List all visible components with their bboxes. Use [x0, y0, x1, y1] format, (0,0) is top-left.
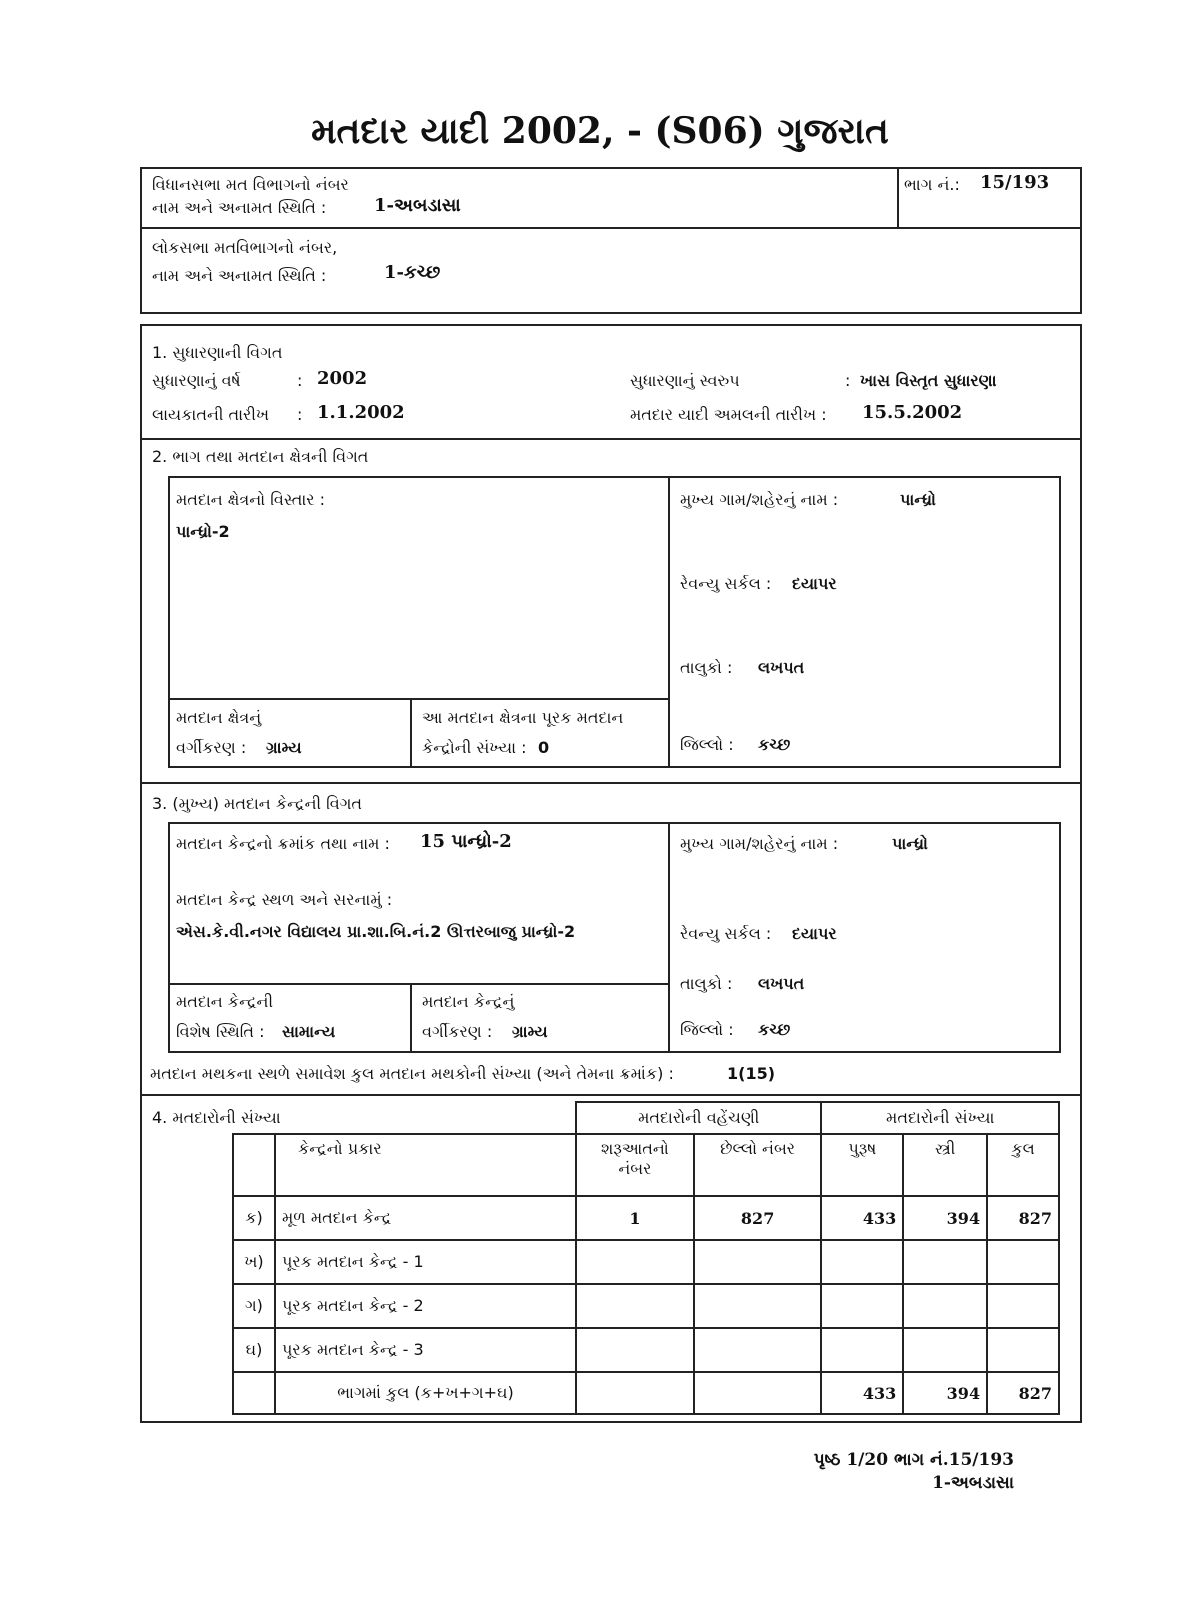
- row-code: ઘ): [233, 1328, 275, 1372]
- qualifying-date-value: 1.1.2002: [317, 402, 405, 423]
- row-female: 394: [903, 1196, 987, 1240]
- total-stations-value: 1(15): [727, 1064, 776, 1083]
- loksabha-label: લોકસભા મતવિભાગનો નંબર,: [152, 238, 338, 257]
- row-type: પૂરક મતદાન કેન્દ્ર - 3: [275, 1328, 576, 1372]
- station-label: મતદાન કેન્દ્રનો ક્રમાંક તથા નામ :: [176, 834, 390, 853]
- row-male: [821, 1240, 903, 1284]
- row-male: [821, 1328, 903, 1372]
- row-start: [576, 1240, 694, 1284]
- divider: [142, 227, 1080, 229]
- divider: [410, 698, 412, 766]
- table-row: [233, 1240, 1059, 1284]
- col-header-end: છેલ્લો નંબર: [694, 1134, 822, 1196]
- special-status-label-2: વિશેષ સ્થિતિ :: [176, 1022, 265, 1041]
- row-code: ગ): [233, 1284, 275, 1328]
- total-row-label: ભાગમાં કુલ (ક+ખ+ગ+ઘ): [275, 1372, 576, 1414]
- row-type: મૂળ મતદાન કેન્દ્ર: [275, 1196, 576, 1240]
- district-value: કચ્છ: [758, 735, 791, 754]
- row-female: [903, 1240, 987, 1284]
- col-header-total: કુલ: [987, 1134, 1059, 1196]
- voters-count-table: [232, 1101, 1060, 1415]
- table-row: [233, 1196, 1059, 1240]
- part-label: ભાગ નં.:: [904, 175, 960, 194]
- station-class-label: મતદાન કેન્દ્રનું: [422, 992, 515, 1011]
- col-header-female: સ્ત્રી: [903, 1134, 987, 1196]
- row-code: ખ): [233, 1240, 275, 1284]
- revenue-circle-value: દયાપર: [792, 924, 837, 943]
- row-type: પૂરક મતદાન કેન્દ્ર - 2: [275, 1284, 576, 1328]
- polling-area-box: [168, 476, 1061, 768]
- row-end: 827: [694, 1196, 822, 1240]
- row-start: [576, 1328, 694, 1372]
- row-start: [576, 1284, 694, 1328]
- row-end: [694, 1284, 822, 1328]
- part-value: 15/193: [980, 172, 1050, 193]
- col-header-start: શરૂઆતનો નંબર: [576, 1134, 694, 1196]
- area-class-label-2: વર્ગીકરણ :: [176, 738, 247, 757]
- col-header-type: કેન્દ્રનો પ્રકાર: [275, 1134, 576, 1196]
- row-end: [694, 1240, 822, 1284]
- total-row: [233, 1372, 1059, 1414]
- row-code: ક): [233, 1196, 275, 1240]
- distribution-group-header: મતદારોની વહેંચણી: [576, 1102, 821, 1134]
- station-value: 15 પાન્ધ્રો-2: [420, 831, 512, 852]
- blank-cell: [233, 1134, 275, 1196]
- revenue-circle-label: રેવન્યુ સર્કલ :: [680, 574, 772, 593]
- revenue-circle-label: રેવન્યુ સર્કલ :: [680, 924, 772, 943]
- assembly-label-2: નામ અને અનામત સ્થિતિ :: [152, 198, 327, 217]
- blank-cell: [233, 1372, 275, 1414]
- divider: [142, 438, 1080, 440]
- total-stations-label: મતદાન મથકના સ્થળે સમાવેશ કુલ મતદાન મથકોની સંખ્યા (અને તેમના ક્રમાંક) :: [150, 1064, 674, 1083]
- total-male: 433: [821, 1372, 903, 1414]
- revision-year-label: સુધારણાનું વર્ષ: [152, 371, 241, 390]
- taluka-label: તાલુકો :: [680, 658, 733, 677]
- loksabha-label-2: નામ અને અનામત સ્થિતિ :: [152, 266, 327, 285]
- row-female: [903, 1284, 987, 1328]
- divider: [668, 824, 670, 1051]
- blank-cell: [576, 1372, 694, 1414]
- main-village-label: મુખ્ય ગામ/શહેરનું નામ :: [680, 490, 839, 509]
- address-label: મતદાન કેન્દ્ર સ્થળ અને સરનામું :: [176, 890, 393, 909]
- divider: [142, 1094, 1080, 1096]
- footer-constituency: 1-અબડાસા: [932, 1473, 1014, 1493]
- table-row: [233, 1284, 1059, 1328]
- row-end: [694, 1328, 822, 1372]
- row-total: 827: [987, 1196, 1059, 1240]
- constituency-header-box: [140, 167, 1082, 314]
- blank-cell: [694, 1372, 822, 1414]
- section2-heading: 2. ભાગ તથા મતદાન ક્ષેત્રની વિગત: [152, 447, 369, 466]
- divider: [142, 782, 1080, 784]
- blank-cell: [233, 1102, 576, 1134]
- aux-stations-label: આ મતદાન ક્ષેત્રના પૂરક મતદાન: [422, 708, 624, 727]
- divider: [170, 983, 668, 985]
- row-total: [987, 1328, 1059, 1372]
- section4-heading: 4. મતદારોની સંખ્યા: [152, 1108, 281, 1127]
- divider: [668, 478, 670, 766]
- row-female: [903, 1328, 987, 1372]
- taluka-value: લખપત: [758, 658, 805, 677]
- loksabha-value: 1-કચ્છ: [384, 262, 441, 283]
- taluka-label: તાલુકો :: [680, 974, 733, 993]
- colon: :: [845, 371, 851, 390]
- revision-year-value: 2002: [317, 368, 368, 389]
- special-status-value: સામાન્ય: [282, 1022, 336, 1041]
- document-title: મતદાર યાદી 2002, - (S06) ગુજરાત: [311, 110, 889, 152]
- divider: [410, 983, 412, 1051]
- station-class-value: ગ્રામ્ય: [512, 1022, 548, 1041]
- revision-nature-label: સુધારણાનું સ્વરુપ: [630, 371, 740, 390]
- colon: :: [297, 405, 303, 424]
- row-male: 433: [821, 1196, 903, 1240]
- row-male: [821, 1284, 903, 1328]
- main-village-label: મુખ્ય ગામ/શહેરનું નામ :: [680, 834, 839, 853]
- area-class-label: મતદાન ક્ષેત્રનું: [176, 708, 262, 727]
- main-village-value: પાન્ધ્રો: [900, 490, 936, 509]
- row-start: 1: [576, 1196, 694, 1240]
- revenue-circle-value: દયાપર: [792, 574, 837, 593]
- section1-heading: 1. સુધારણાની વિગત: [152, 343, 283, 362]
- polling-station-box: [168, 822, 1061, 1053]
- divider: [170, 698, 668, 700]
- area-class-value: ગ્રામ્ય: [266, 738, 302, 757]
- district-label: જિલ્લો :: [680, 1020, 734, 1039]
- area-label: મતદાન ક્ષેત્રનો વિસ્તાર :: [176, 490, 326, 509]
- col-header-male: પુરૂષ: [821, 1134, 903, 1196]
- total-female: 394: [903, 1372, 987, 1414]
- aux-stations-label-2: કેન્દ્રોની સંખ્યા :: [422, 738, 527, 757]
- effective-date-value: 15.5.2002: [862, 402, 963, 423]
- assembly-value: 1-અબડાસા: [374, 195, 461, 216]
- page-number: પૃષ્ઠ 1/20 ભાગ નં.15/193: [813, 1450, 1014, 1470]
- special-status-label: મતદાન કેન્દ્રની: [176, 992, 274, 1011]
- area-value: પાન્ધ્રો-2: [176, 522, 230, 541]
- row-total: [987, 1284, 1059, 1328]
- main-village-value: પાન્ધ્રો: [892, 834, 928, 853]
- address-value: એસ.કે.વી.નગર વિદ્યાલય પ્રા.શા.બિ.નં.2 ઊત્તરબાજુ પ્રાન્ધ્રો-2: [176, 922, 576, 941]
- total-all: 827: [987, 1372, 1059, 1414]
- colon: :: [297, 371, 303, 390]
- table-row: [233, 1328, 1059, 1372]
- district-value: કચ્છ: [758, 1020, 791, 1039]
- assembly-label: વિધાનસભા મત વિભાગનો નંબર: [152, 175, 349, 194]
- section3-heading: 3. (મુખ્ય) મતદાન કેન્દ્રની વિગત: [152, 794, 363, 813]
- taluka-value: લખપત: [758, 974, 805, 993]
- aux-stations-value: 0: [538, 738, 550, 757]
- district-label: જિલ્લો :: [680, 735, 734, 754]
- count-group-header: મતદારોની સંખ્યા: [821, 1102, 1059, 1134]
- revision-nature-value: ખાસ વિસ્તૃત સુધારણા: [860, 371, 997, 390]
- station-class-label-2: વર્ગીકરણ :: [422, 1022, 493, 1041]
- divider: [897, 169, 899, 227]
- effective-date-label: મતદાર યાદી અમલની તારીખ :: [630, 405, 827, 424]
- row-total: [987, 1240, 1059, 1284]
- qualifying-date-label: લાયકાતની તારીખ: [152, 405, 270, 424]
- row-type: પૂરક મતદાન કેન્દ્ર - 1: [275, 1240, 576, 1284]
